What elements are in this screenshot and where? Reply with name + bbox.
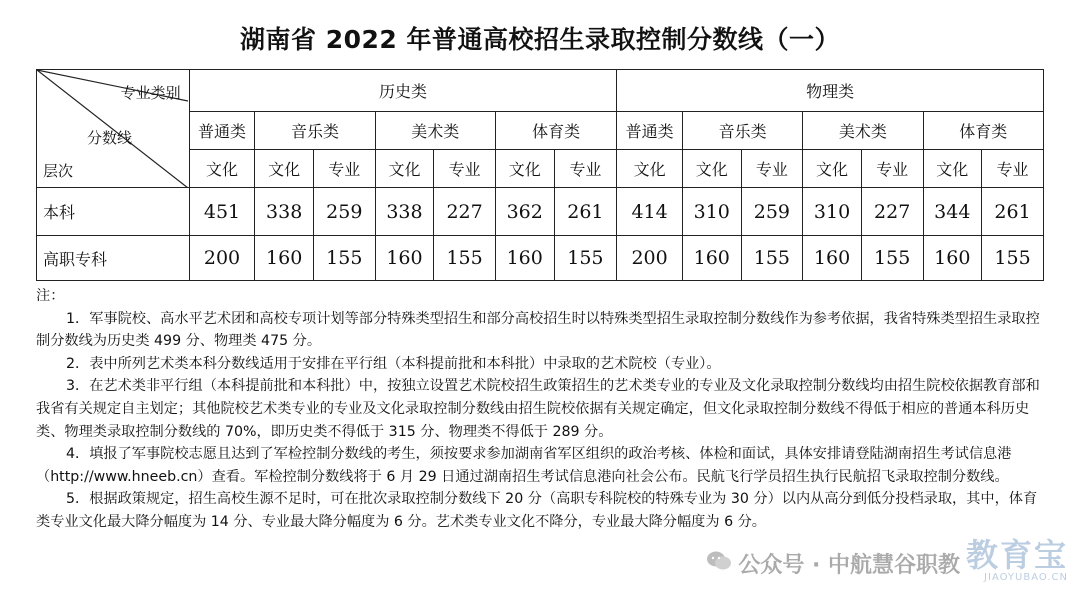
score-cell: 310	[682, 188, 741, 236]
subcol-header: 文化	[189, 150, 255, 188]
subcol-header: 专业	[554, 150, 617, 188]
subgroup-header: 美术类	[803, 112, 923, 150]
note-item-1: 1．军事院校、高水平艺术团和高校专项计划等部分特殊类型招生和部分高校招生时以特殊类型招生录取控制分数线作为参考依据，我省特殊类型招生录取控制分数线为历史类 499 分、物理类 475 分。	[36, 310, 1040, 350]
score-cell: 155	[861, 236, 923, 281]
note-item-5: 5．根据政策规定，招生高校生源不足时，可在批次录取控制分数线下 20 分（高职专科院校的特殊专业为 30 分）以内从高分到低分投档录取，其中，体育类专业文化最大降分幅度为 14 分、专业最大降分幅度为 6 分。艺术类专业文化不降分，专业最大降分幅度为 6 分。	[36, 491, 1038, 530]
subcol-header: 专业	[434, 150, 496, 188]
score-cell: 261	[554, 188, 617, 236]
score-cell: 160	[375, 236, 434, 281]
score-cell: 414	[617, 188, 683, 236]
account-watermark	[706, 548, 960, 578]
subcol-header: 文化	[682, 150, 741, 188]
watermark-logo-url: JIAOYUBAO.CN	[984, 572, 1068, 583]
note-item-3: 3．在艺术类非平行组（本科提前批和本科批）中，按独立设置艺术院校招生政策招生的艺术类专业的专业及文化录取控制分数线均由招生院校依据教育部和我省有关规定自主划定；其他院校艺术类专业的专业及文化录取控制分数线由招生院校依据有关规定确定，但文化录取控制分数线不得低于相应的普通本科历史类、物理类录取控制分数线的 70%，即历史类不得低于 315 分、物理类不得低于 289 分。	[36, 378, 1040, 440]
score-cell: 451	[189, 188, 255, 236]
score-cell: 200	[189, 236, 255, 281]
score-cell: 155	[554, 236, 617, 281]
corner-category-label: 专业类别	[120, 84, 181, 102]
subgroup-header: 体育类	[495, 112, 616, 150]
score-cell: 155	[741, 236, 803, 281]
score-cell: 160	[803, 236, 862, 281]
score-cell: 160	[495, 236, 554, 281]
subcol-header: 专业	[861, 150, 923, 188]
subcol-header: 专业	[313, 150, 375, 188]
subcol-header: 文化	[495, 150, 554, 188]
row-label-undergraduate: 本科	[37, 188, 190, 236]
table-corner-header	[37, 70, 190, 188]
corner-score-label: 分数线	[87, 129, 133, 147]
score-cell: 160	[923, 236, 982, 281]
score-cell: 338	[375, 188, 434, 236]
score-cell: 259	[741, 188, 803, 236]
subgroup-header: 音乐类	[255, 112, 375, 150]
subcol-header: 专业	[741, 150, 803, 188]
subcol-header: 文化	[375, 150, 434, 188]
subgroup-header: 普通类	[617, 112, 683, 150]
subcol-header: 文化	[923, 150, 982, 188]
score-cell: 261	[982, 188, 1044, 236]
notes-section	[36, 285, 1046, 534]
subcol-header: 文化	[617, 150, 683, 188]
note-item-2: 2．表中所列艺术类本科分数线适用于安排在平行组（本科提前批和本科批）中录取的艺术院校（专业）。	[66, 355, 721, 372]
group-header-history: 历史类	[189, 70, 617, 112]
notes-heading: 注：	[36, 288, 65, 304]
watermark-account-text: 公众号 · 中航慧谷职教	[738, 552, 960, 578]
score-cell: 155	[982, 236, 1044, 281]
score-cell: 344	[923, 188, 982, 236]
score-cell: 200	[617, 236, 683, 281]
score-cell: 160	[255, 236, 314, 281]
subgroup-header: 音乐类	[682, 112, 802, 150]
corner-level-label: 层次	[43, 162, 74, 180]
page-title: 湖南省 2022 年普通高校招生录取控制分数线（一）	[240, 25, 840, 54]
score-cell: 227	[861, 188, 923, 236]
score-cell: 310	[803, 188, 862, 236]
watermark-logo-text: 教育宝	[965, 536, 1068, 574]
table-row	[37, 236, 1044, 281]
subgroup-header: 美术类	[375, 112, 495, 150]
wechat-icon	[706, 550, 732, 576]
subcol-header: 文化	[803, 150, 862, 188]
subgroup-header: 体育类	[923, 112, 1044, 150]
score-cell: 155	[313, 236, 375, 281]
score-cell: 155	[434, 236, 496, 281]
group-header-physics: 物理类	[617, 70, 1044, 112]
subcol-header: 文化	[255, 150, 314, 188]
logo-watermark	[966, 530, 1068, 583]
score-cell: 259	[313, 188, 375, 236]
score-cell: 362	[495, 188, 554, 236]
table-row	[37, 188, 1044, 236]
score-cell: 338	[255, 188, 314, 236]
score-table	[36, 69, 1044, 281]
subcol-header: 专业	[982, 150, 1044, 188]
score-cell: 227	[434, 188, 496, 236]
score-cell: 160	[682, 236, 741, 281]
row-label-vocational: 高职专科	[37, 236, 190, 281]
note-item-4: 4．填报了军事院校志愿且达到了军检控制分数线的考生，须按要求参加湖南省军区组织的政治考核、体检和面试，具体安排请登陆湖南招生考试信息港（http://www.hneeb.cn）查看。军检控制分数线将于 6 月 29 日通过湖南招生考试信息港向社会公布。民航飞行学员招生执行民航招飞录取控制分数线。	[36, 446, 1012, 485]
subgroup-header: 普通类	[189, 112, 255, 150]
